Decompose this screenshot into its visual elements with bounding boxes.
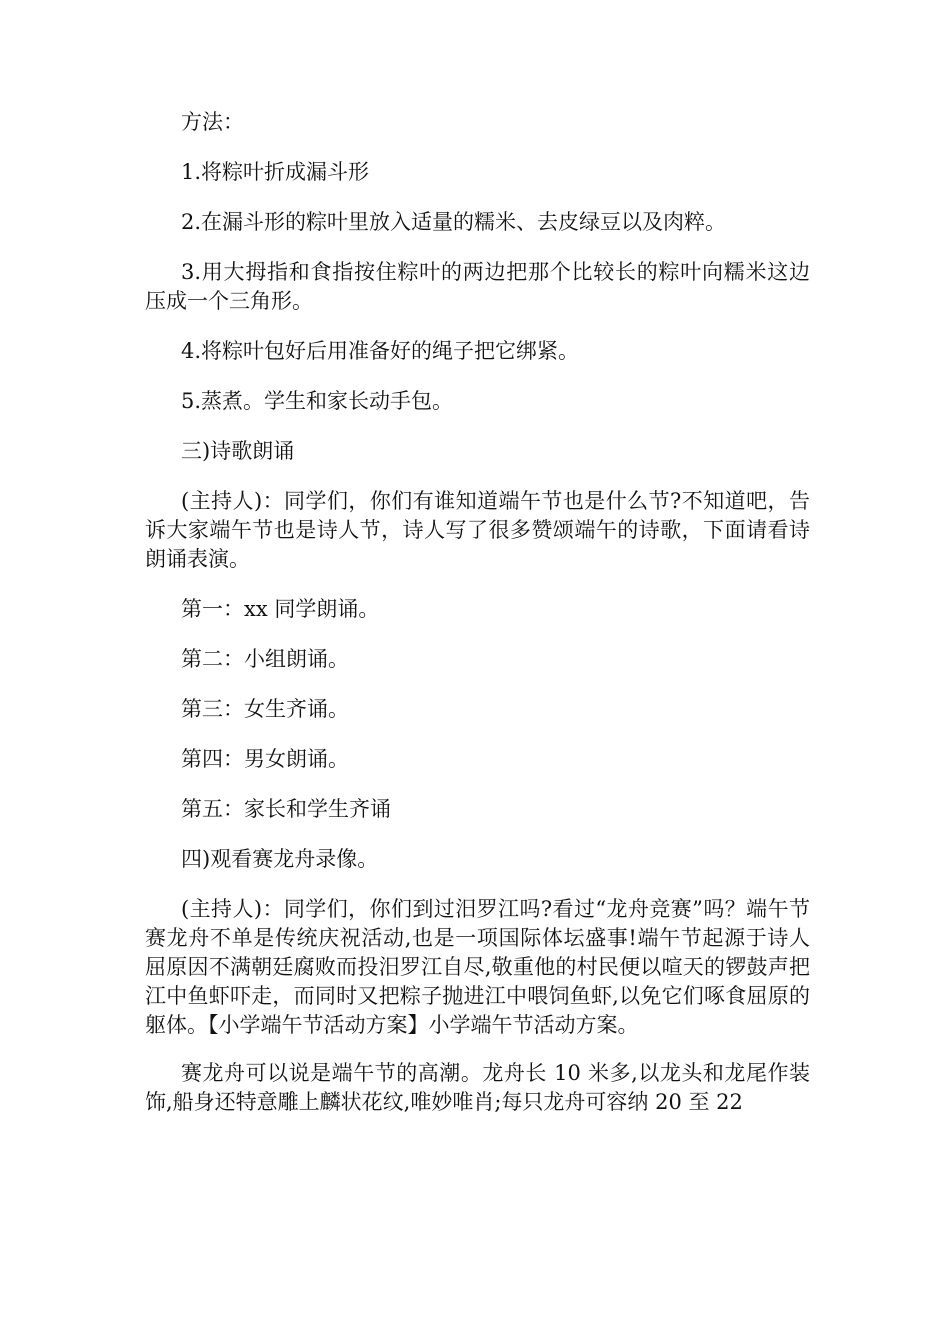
paragraph-dragon-boat-race: 赛龙舟可以说是端午节的高潮。龙舟长 10 米多,以龙头和龙尾作装饰,船身还特意雕上麟状花纹,唯妙唯肖;每只龙舟可容纳 20 至 22	[145, 1061, 810, 1114]
paragraph-recital-4: 第四：男女朗诵。	[181, 747, 349, 771]
paragraph-step-2: 2.在漏斗形的粽叶里放入适量的糯米、去皮绿豆以及肉粹。	[181, 210, 727, 234]
paragraph-host-poetry: (主持人)：同学们，你们有谁知道端午节也是什么节?不知道吧，告诉大家端午节也是诗人节，诗人写了很多赞颂端午的诗歌，下面请看诗朗诵表演。	[145, 489, 810, 571]
section-heading-poetry: 三)诗歌朗诵	[181, 439, 295, 463]
paragraph-step-1: 1.将粽叶折成漏斗形	[181, 160, 370, 184]
paragraph-method-heading: 方法：	[181, 110, 244, 134]
paragraph-host-dragon-boat: (主持人)：同学们，你们到过汨罗江吗?看过“龙舟竞赛”吗？端午节赛龙舟不单是传统庆祝活动,也是一项国际体坛盛事!端午节起源于诗人屈原因不满朝廷腐败而投汨罗江自尽,敬重他的村民便以喧天的锣鼓声把江中鱼虾吓走，而同时又把粽子抛进江中喂饲鱼虾,以免它们啄食屈原的躯体。【小学端午节活动方案】小学端午节活动方案。	[145, 897, 810, 1037]
paragraph-step-3: 3.用大拇指和食指按住粽叶的两边把那个比较长的粽叶向糯米这边压成一个三角形。	[145, 260, 810, 313]
paragraph-recital-1: 第一：xx 同学朗诵。	[181, 597, 380, 621]
document-body	[145, 108, 810, 1138]
paragraph-recital-2: 第二：小组朗诵。	[181, 647, 349, 671]
section-heading-dragon-boat-video: 四)观看赛龙舟录像。	[181, 847, 379, 871]
paragraph-step-4: 4.将粽叶包好后用准备好的绳子把它绑紧。	[181, 339, 580, 363]
paragraph-recital-3: 第三：女生齐诵。	[181, 697, 349, 721]
paragraph-recital-5: 第五：家长和学生齐诵	[181, 797, 391, 821]
paragraph-step-5: 5.蒸煮。学生和家长动手包。	[181, 389, 454, 413]
